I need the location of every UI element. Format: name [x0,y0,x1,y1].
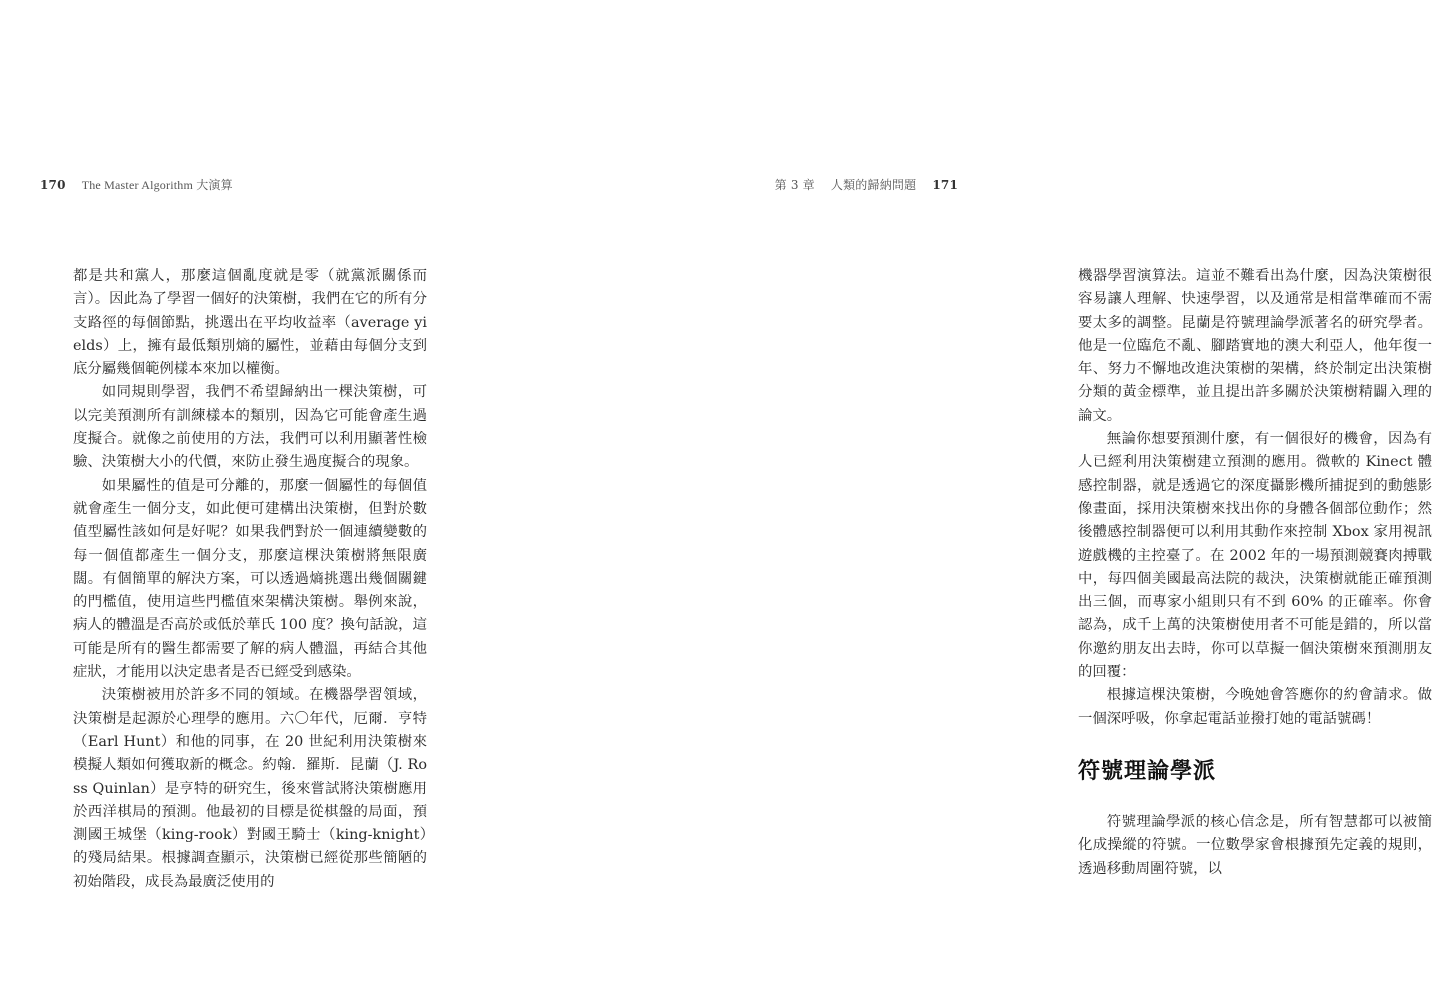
section-heading: 符號理論學派 [1078,757,1217,784]
left-paragraph-1: 都是共和黨人，那麼這個亂度就是零（就黨派關係而言）。因此為了學習一個好的決策樹，我們在它的所有分支路徑的每個節點，挑選出在平均收益率（average yields）上，擁有最低類別熵的屬性，並藉由每個分支到底分屬幾個範例樣本來加以權衡。 [73,268,427,378]
left-paragraph-3: 如果屬性的值是可分離的，那麼一個屬性的每個值就會產生一個分支，如此便可建構出決策樹，但對於數值型屬性該如何是好呢？如果我們對於一個連續變數的每一個值都產生一個分支，那麼這棵決策樹將無限廣闊。有個簡單的解決方案，可以透過熵挑選出幾個關鍵的門檻值，使用這些門檻值來架構決策樹。舉例來說，病人的體溫是否高於或低於華氏 100 度？換句話說，這可能是所有的醫生都需要了解的病人體溫，再結合其他症狀，才能用以決定患者是否已經受到感染。 [73,477,427,681]
book-title: The Master Algorithm 大演算 [81,178,233,192]
right-running-header [775,176,958,193]
left-paragraph-4: 決策樹被用於許多不同的領域。在機器學習領域，決策樹是起源於心理學的應用。六〇年代，厄爾．亨特（Earl Hunt）和他的同事，在 20 世紀利用決策樹來模擬人類如何獲取新的概念。約翰．羅斯．昆蘭（J. Ross Quinlan）是亨特的研究生，後來嘗試將決策樹應用於西洋棋局的預測。他最初的目標是從棋盤的局面，預測國王城堡（king-rook）對國王騎士（king-knight）的殘局結果。根據調查顯示，決策樹已經從那些簡陋的初始階段，成長為最廣泛使用的 [73,687,427,890]
left-page-number: 170 [40,178,66,192]
right-paragraph-2: 無論你想要預測什麼，有一個很好的機會，因為有人已經利用決策樹建立預測的應用。微軟的 Kinect 體感控制器，就是透過它的深度攝影機所捕捉到的動態影像畫面，採用決策樹來找出你的身體各個部位動作；然後體感控制器便可以利用其動作來控制 Xbox 家用視訊遊戲機的主控臺了。在 2002 年的一場預測競賽肉搏戰中，每四個美國最高法院的裁決，決策樹就能正確預測出三個，而專家小組則只有不到 60% 的正確率。你會認為，成千上萬的決策樹使用者不可能是錯的，所以當你邀約朋友出去時，你可以草擬一個決策樹來預測朋友的回覆： [1078,431,1432,681]
right-paragraph-3: 根據這棵決策樹，今晚她會答應你的約會請求。做一個深呼吸，你拿起電話並撥打她的電話號碼！ [1078,687,1432,727]
left-page [0,0,500,1000]
right-paragraph-4: 符號理論學派的核心信念是，所有智慧都可以被簡化成操縱的符號。一位數學家會根據預先定義的規則，透過移動周圍符號，以 [1078,813,1432,877]
right-body-text [1078,265,1432,881]
right-page-number: 171 [932,178,958,192]
left-paragraph-2: 如同規則學習，我們不希望歸納出一棵決策樹，可以完美預測所有訓練樣本的類別，因為它可能會產生過度擬合。就像之前使用的方法，我們可以利用顯著性檢驗、決策樹大小的代價，來防止發生過度擬合的現象。 [73,384,427,471]
chapter-number: 第 3 章 [774,178,815,192]
left-running-header [40,176,233,193]
right-paragraph-1: 機器學習演算法。這並不難看出為什麼，因為決策樹很容易讓人理解、快速學習，以及通常是相當準確而不需要太多的調整。昆蘭是符號理論學派著名的研究學者。他是一位臨危不亂、腳踏實地的澳大利亞人，他年復一年、努力不懈地改進決策樹的架構，終於制定出決策樹分類的黃金標準，並且提出許多關於決策樹精闢入理的論文。 [1078,268,1432,424]
left-body-text [73,265,427,894]
right-page [500,0,1432,1000]
chapter-title: 人類的歸納問題 [830,178,917,192]
